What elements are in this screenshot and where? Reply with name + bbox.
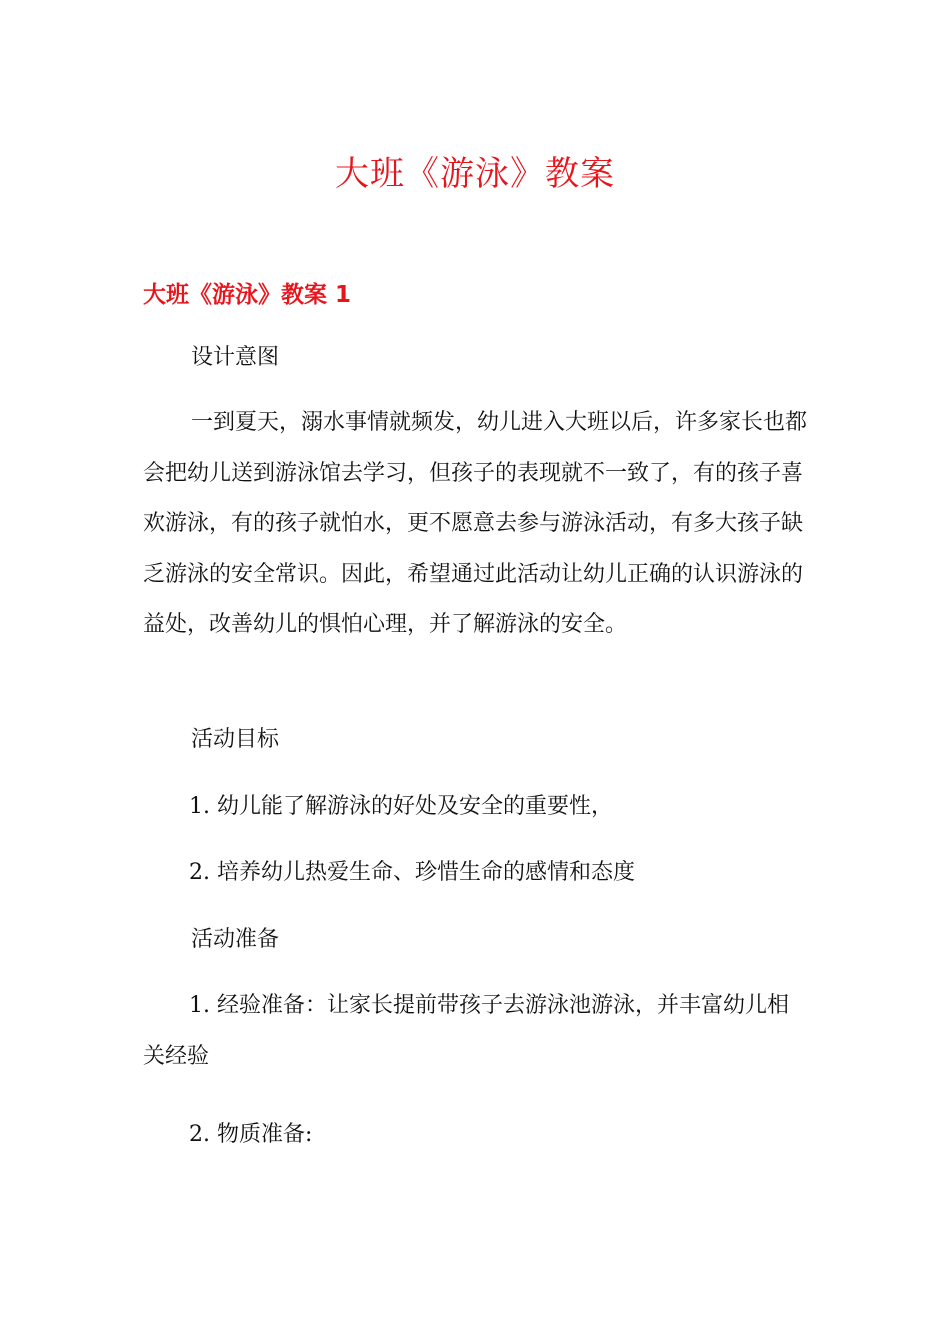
prep-item-2: 2. 物质准备: [189, 1122, 313, 1147]
goals-heading: 活动目标 [191, 727, 280, 752]
prep-item-1: 1. 经验准备：让家长提前带孩子去游泳池游泳，并丰富幼儿相关经验 [143, 993, 789, 1069]
goal-item-1: 1. 幼儿能了解游泳的好处及安全的重要性， [189, 794, 613, 819]
goal-item-2: 2. 培养幼儿热爱生命、珍惜生命的感情和态度 [189, 860, 635, 885]
design-intent-paragraph: 一到夏天，溺水事情就频发，幼儿进入大班以后，许多家长也都会把幼儿送到游泳馆去学习，但孩子的表现就不一致了，有的孩子喜欢游泳，有的孩子就怕水，更不愿意去参与游泳活动，有多大孩子缺乏游泳的安全常识。因此，希望通过此活动让幼儿正确的认识游泳的益处，改善幼儿的惧怕心理，并了解游泳的安全。 [143, 410, 808, 637]
document-title: 大班《游泳》教案 [335, 154, 615, 194]
section-heading: 大班《游泳》教案 1 [143, 282, 352, 308]
design-intent-heading: 设计意图 [191, 345, 280, 370]
prep-heading: 活动准备 [191, 927, 280, 952]
